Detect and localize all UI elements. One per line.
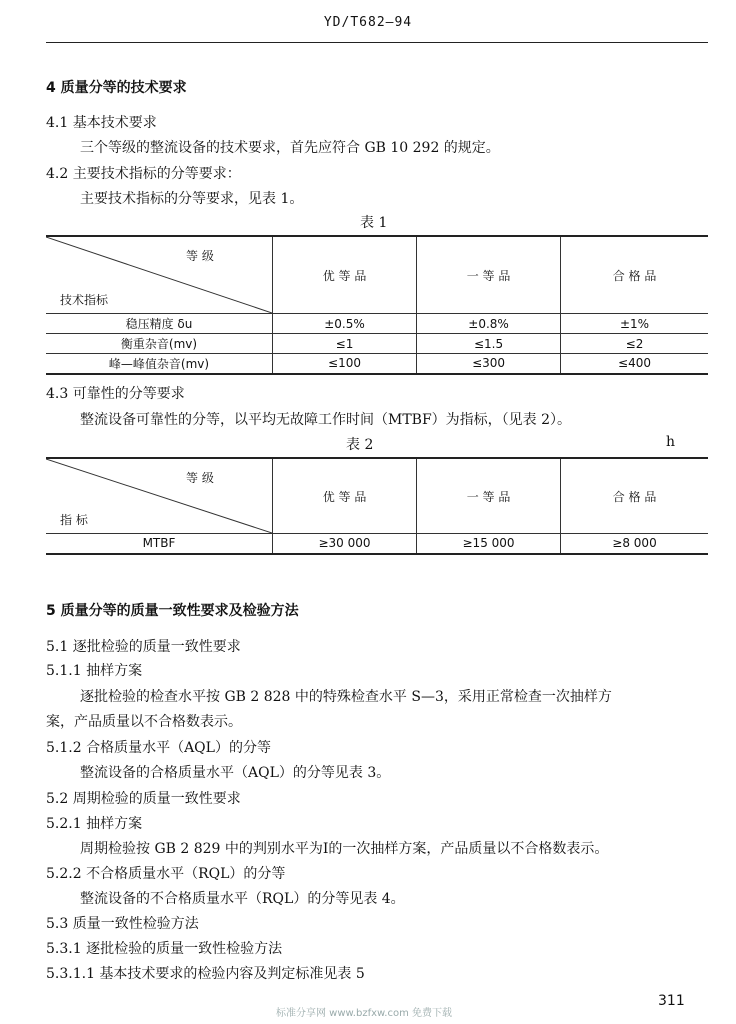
document-number: YD/T682—94 [323,15,413,30]
cell-value: ≤1 [273,334,417,354]
cell-value: ≥15 000 [417,534,561,554]
cell-value: ≤1.5 [417,334,561,354]
table-row [46,334,708,354]
section-5-1-1-text-cont: 案，产品质量以不合格数表示。 [46,714,242,730]
header-index-label: 技术指标 [60,293,109,307]
table-1-col-header: 合 格 品 [561,236,708,314]
section-5-3-1-1-title: 5.3.1.1 基本技术要求的检验内容及判定标准见表 5 [46,966,365,982]
table-row [46,354,708,374]
section-4-title: 4 质量分等的技术要求 [46,80,187,96]
watermark-text: 标准分享网 www.bzfxw.com 免费下载 [276,1008,452,1019]
table-2-unit: h [666,434,676,450]
section-5-2-1-text: 周期检验按 GB 2 829 中的判别水平为Ⅰ的一次抽样方案，产品质量以不合格数表示。 [80,841,609,857]
cell-value: ≤300 [417,354,561,374]
table-2-col-header: 优 等 品 [273,458,417,534]
section-4-2-text: 主要技术指标的分等要求，见表 1。 [80,191,304,207]
cell-value: ±0.8% [417,314,561,334]
row-label: 衡重杂音(mv) [46,334,273,354]
cell-value: ≤2 [561,334,708,354]
cell-value: ≤400 [561,354,708,374]
table-2-diagonal-header [46,458,273,534]
section-5-1-1-text: 逐批检验的检查水平按 GB 2 828 中的特殊检查水平 S—3，采用正常检查一次抽样方 [80,689,612,705]
table-1 [46,235,708,375]
row-label: 峰—峰值杂音(mv) [46,354,273,374]
section-4-1-title: 4.1 基本技术要求 [46,115,157,131]
section-5-1-1-title: 5.1.1 抽样方案 [46,663,143,679]
table-2-col-header: 合 格 品 [561,458,708,534]
header-rule [46,42,708,43]
section-4-3-text: 整流设备可靠性的分等，以平均无故障工作时间（MTBF）为指标，（见表 2）。 [80,412,572,428]
section-4-1-text: 三个等级的整流设备的技术要求，首先应符合 GB 10 292 的规定。 [80,140,500,156]
section-5-3-1-title: 5.3.1 逐批检验的质量一致性检验方法 [46,941,283,957]
row-label: MTBF [46,534,273,554]
table-1-diagonal-header [46,236,273,314]
section-5-3-title: 5.3 质量一致性检验方法 [46,916,199,932]
header-grade-label: 等 级 [186,471,214,485]
section-5-2-2-title: 5.2.2 不合格质量水平（RQL）的分等 [46,866,286,882]
section-5-title: 5 质量分等的质量一致性要求及检验方法 [46,603,299,619]
section-5-1-2-title: 5.1.2 合格质量水平（AQL）的分等 [46,740,271,756]
cell-value: ≥8 000 [561,534,708,554]
cell-value: ±1% [561,314,708,334]
table-1-caption: 表 1 [360,215,388,231]
section-4-2-title: 4.2 主要技术指标的分等要求： [46,166,241,182]
header-index-label: 指 标 [60,513,88,527]
table-2-caption: 表 2 [346,437,374,453]
section-5-2-title: 5.2 周期检验的质量一致性要求 [46,791,241,807]
table-row [46,534,708,554]
section-5-2-1-title: 5.2.1 抽样方案 [46,816,143,832]
cell-value: ±0.5% [273,314,417,334]
cell-value: ≥30 000 [273,534,417,554]
section-5-1-2-text: 整流设备的合格质量水平（AQL）的分等见表 3。 [80,765,391,781]
section-5-1-title: 5.1 逐批检验的质量一致性要求 [46,639,241,655]
page-number: 311 [658,993,685,1009]
section-4-3-title: 4.3 可靠性的分等要求 [46,386,185,402]
table-1-col-header: 一 等 品 [417,236,561,314]
section-5-2-2-text: 整流设备的不合格质量水平（RQL）的分等见表 4。 [80,891,405,907]
header-grade-label: 等 级 [186,249,214,263]
table-2 [46,457,708,555]
table-2-col-header: 一 等 品 [417,458,561,534]
table-1-col-header: 优 等 品 [273,236,417,314]
table-row [46,314,708,334]
cell-value: ≤100 [273,354,417,374]
row-label: 稳压精度 δu [46,314,273,334]
